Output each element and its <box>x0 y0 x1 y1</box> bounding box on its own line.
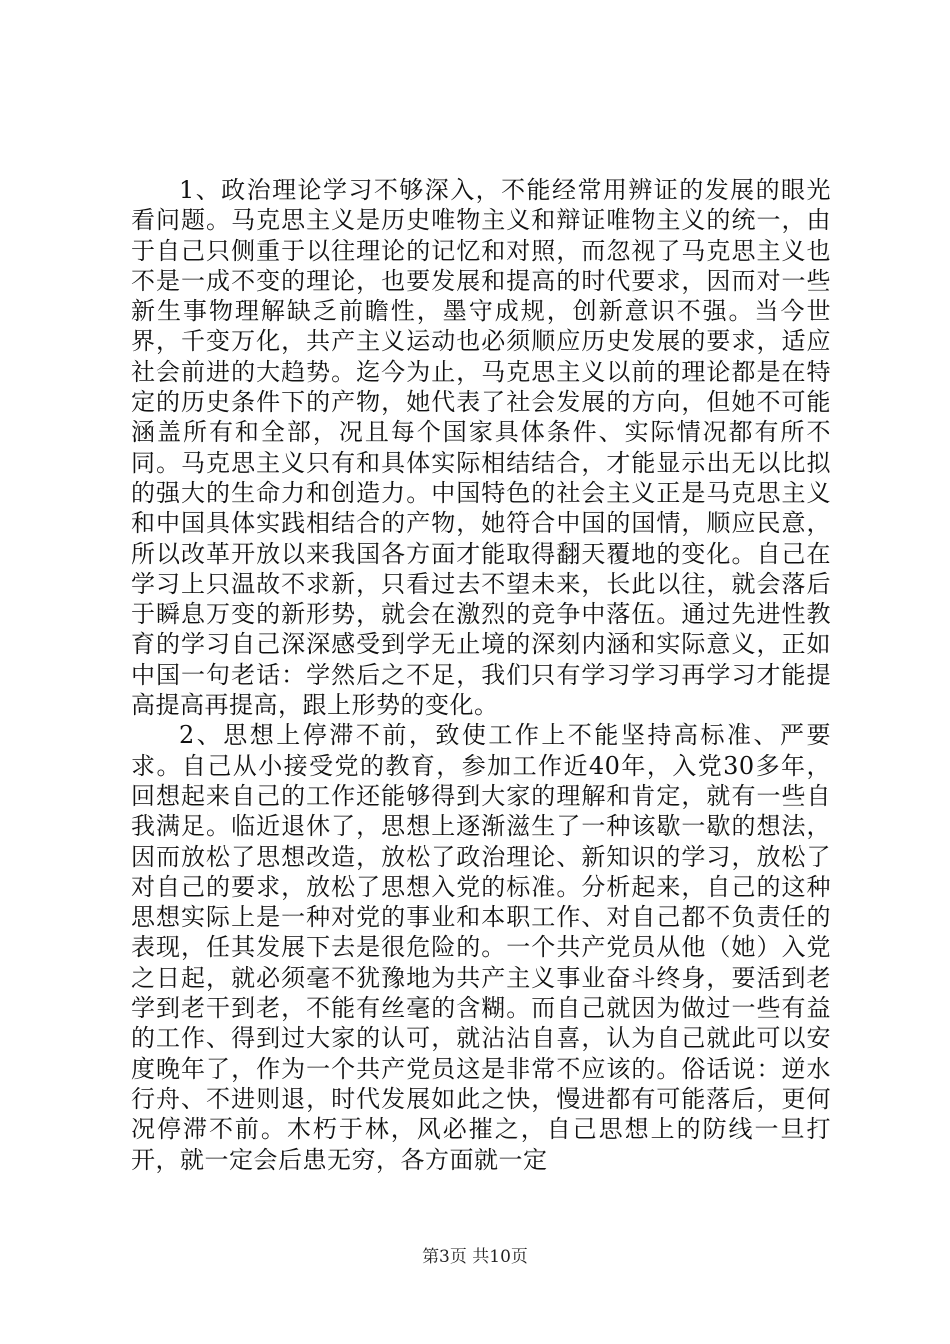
document-body <box>131 175 831 1175</box>
page-number-footer: 第3页 共10页 <box>422 1247 528 1267</box>
paragraph-political-theory: 1、政治理论学习不够深入，不能经常用辨证的发展的眼光看问题。马克思主义是历史唯物主义和辩证唯物主义的统一，由于自己只侧重于以往理论的记忆和对照，而忽视了马克思主义也不是一成不变的理论，也要发展和提高的时代要求，因而对一些新生事物理解缺乏前瞻性，墨守成规，创新意识不强。当今世界，千变万化，共产主义运动也必须顺应历史发展的要求，适应社会前进的大趋势。迄今为止，马克思主义以前的理论都是在特定的历史条件下的产物，她代表了社会发展的方向，但她不可能涵盖所有和全部，况且每个国家具体条件、实际情况都有所不同。马克思主义只有和具体实际相结结合，才能显示出无以比拟的强大的生命力和创造力。中国特色的社会主义正是马克思主义和中国具体实践相结合的产物，她符合中国的国情，顺应民意，所以改革开放以来我国各方面才能取得翻天覆地的变化。自己在学习上只温故不求新，只看过去不望未来，长此以往，就会落后于瞬息万变的新形势，就会在激烈的竞争中落伍。通过先进性教育的学习自己深深感受到学无止境的深刻内涵和实际意义，正如中国一句老话：学然后之不足，我们只有学习学习再学习才能提高提高再提高，跟上形势的变化。 <box>131 176 831 720</box>
paragraph-ideological-stagnation: 2、思想上停滞不前，致使工作上不能坚持高标准、严要求。自己从小接受党的教育，参加工作近40年，入党30多年，回想起来自己的工作还能够得到大家的理解和肯定，就有一些自我满足。临近退休了，思想上逐渐滋生了一种该歇一歇的想法，因而放松了思想改造，放松了政治理论、新知识的学习，放松了对自己的要求，放松了思想入党的标准。分析起来，自己的这种思想实际上是一种对党的事业和本职工作、对自己都不负责任的表现，任其发展下去是很危险的。一个共产党员从他（她）入党之日起，就必须毫不犹豫地为共产主义事业奋斗终身，要活到老学到老干到老，不能有丝毫的含糊。而自己就因为做过一些有益的工作、得到过大家的认可，就沾沾自喜，认为自己就此可以安度晚年了，作为一个共产党员这是非常不应该的。俗话说：逆水行舟、不进则退，时代发展如此之快，慢进都有可能落后，更何况停滞不前。木朽于林，风必摧之，自己思想上的防线一旦打开，就一定会后患无穷，各方面就一定 <box>131 721 831 1174</box>
